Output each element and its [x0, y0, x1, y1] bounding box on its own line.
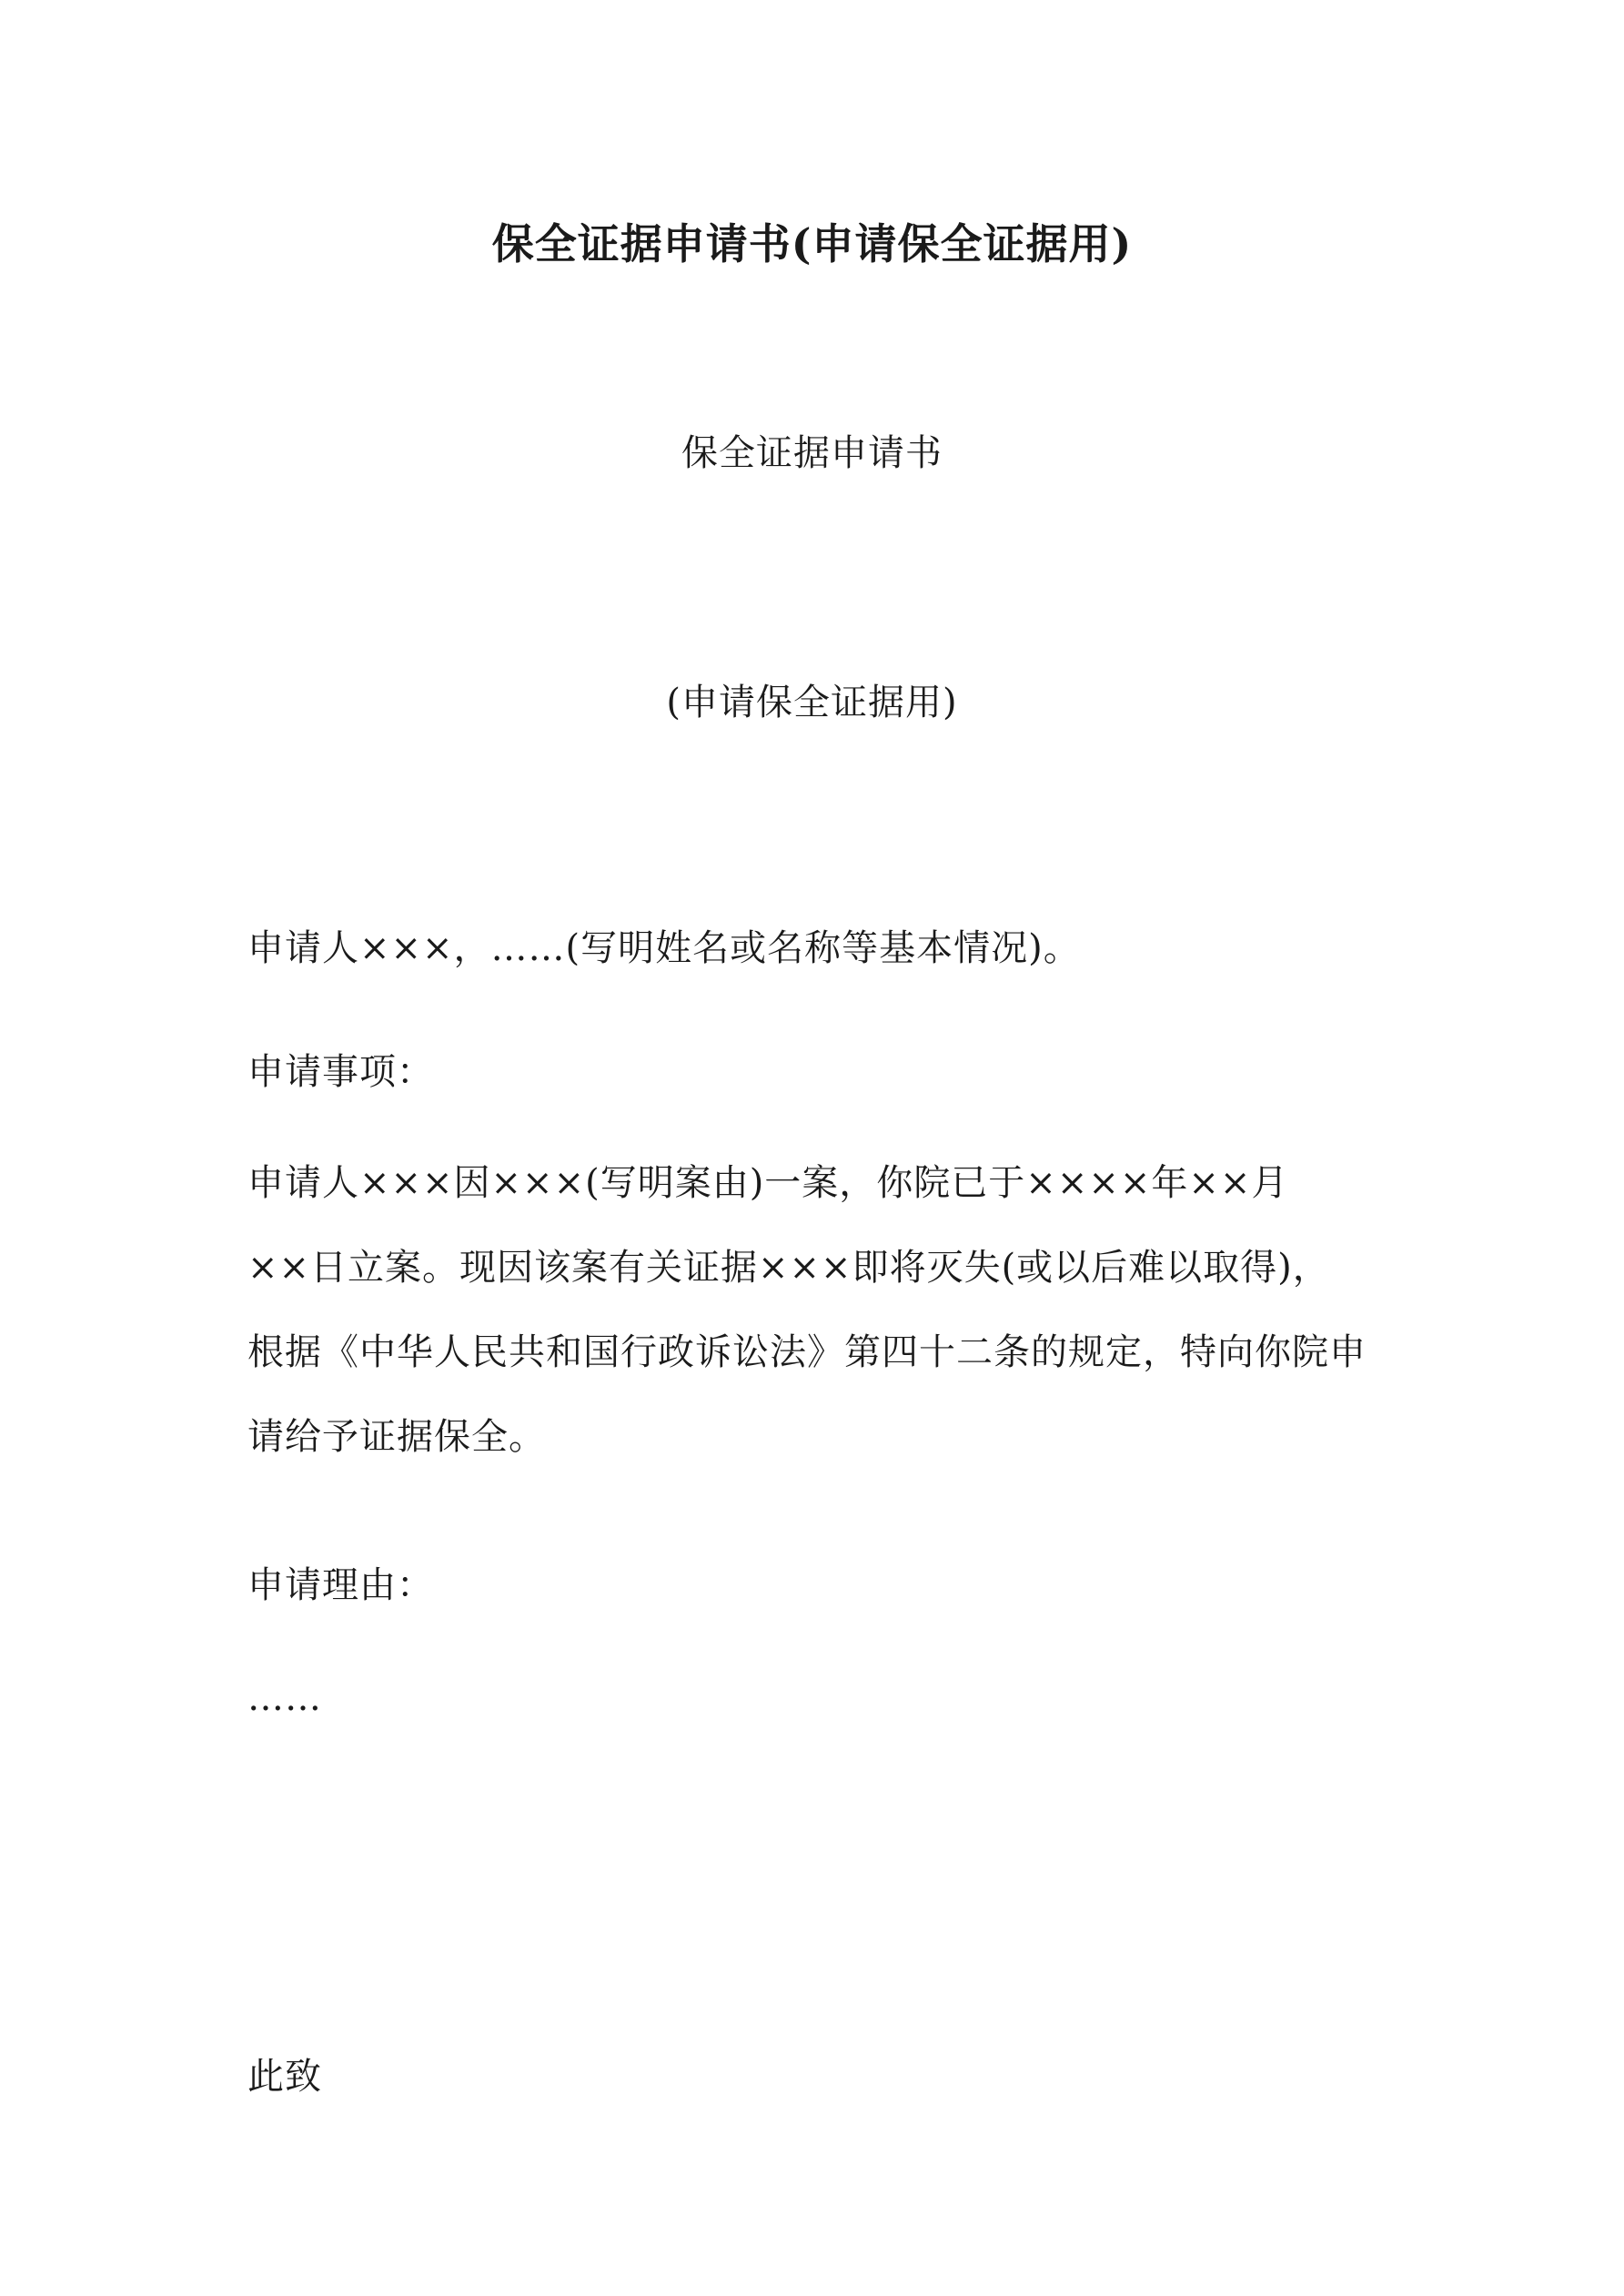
matters-heading: 申请事项：: [247, 1051, 434, 1093]
closing-salutation: 此致: [247, 2056, 322, 2098]
matters-line: 申请人×××因×××(写明案由)一案，你院已于××××年××月: [247, 1162, 1289, 1204]
document-subnote: (申请保全证据用): [666, 682, 958, 723]
reason-paragraph: ……: [247, 1677, 322, 1719]
document-title: 保全证据申请书(申请保全证据用): [491, 219, 1133, 268]
document-subtitle: 保全证据申请书: [681, 432, 943, 474]
matters-line: 请给予证据保全。: [247, 1416, 546, 1458]
matters-line: 根据《中华人民共和国行政诉讼法》第四十二条的规定，特向你院申: [247, 1331, 1367, 1373]
applicant-paragraph: 申请人×××，……(写明姓名或名称等基本情况)。: [247, 927, 1081, 969]
reason-heading: 申请理由：: [247, 1564, 434, 1606]
matters-line: ××日立案。现因该案有关证据×××即将灭失(或以后难以取得)，: [247, 1247, 1330, 1289]
matters-paragraph: [247, 1141, 1394, 1480]
